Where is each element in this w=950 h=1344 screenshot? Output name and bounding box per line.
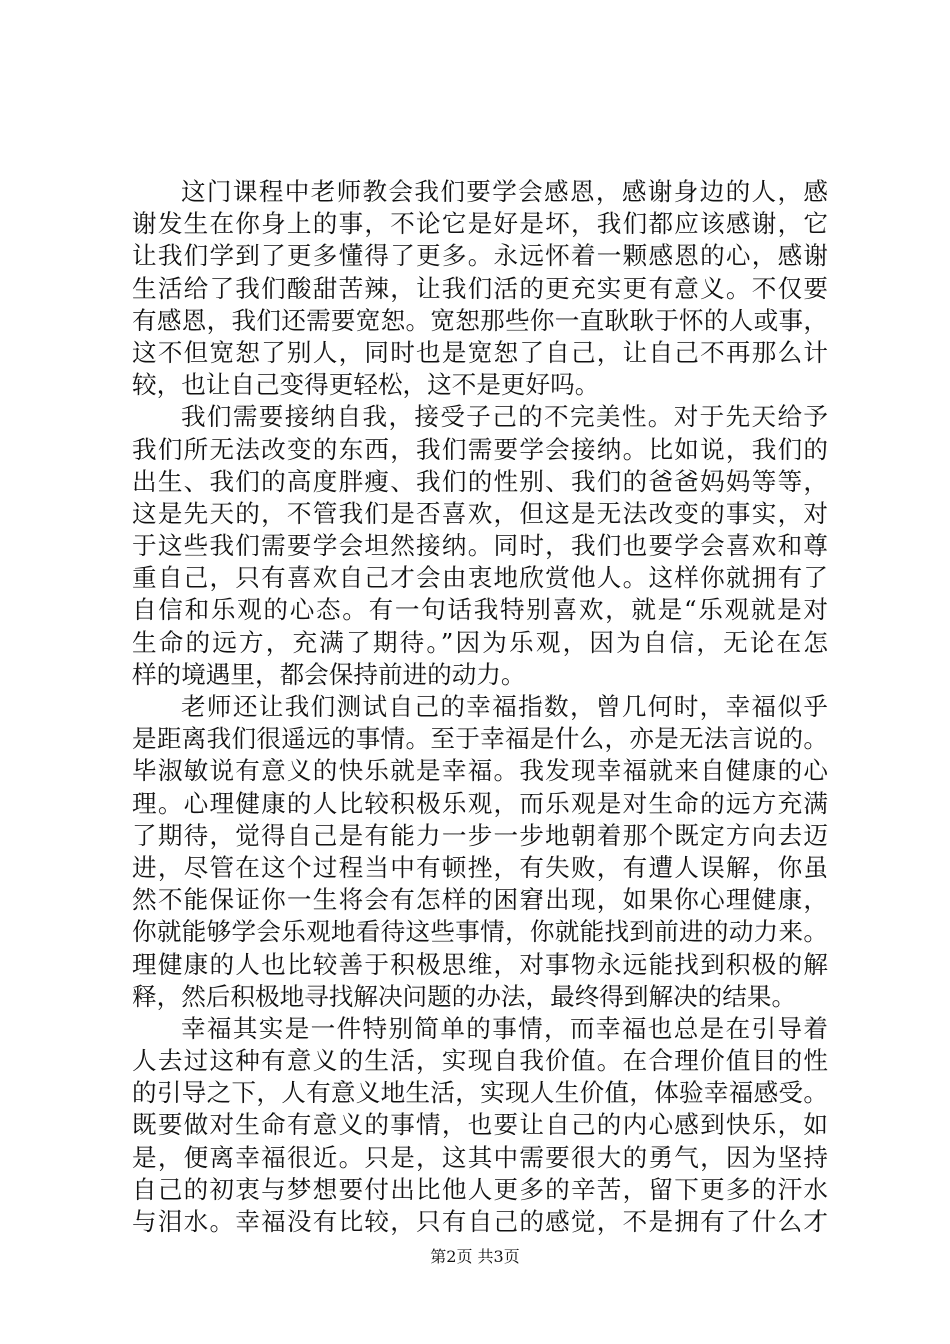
text-line: 谢发生在你身上的事，不论它是好是坏，我们都应该感谢，它 [132,209,828,239]
page-footer: 第2页 共3页 [430,1247,520,1266]
text-line: 毕淑敏说有意义的快乐就是幸福。我发现幸福就来自健康的心 [132,756,828,786]
text-line: 然不能保证你一生将会有怎样的困窘出现，如果你心理健康， [132,885,828,915]
text-line: 释，然后积极地寻找解决问题的办法，最终得到解决的结果。 [132,981,797,1011]
text-line: 较，也让自己变得更轻松，这不是更好吗。 [132,370,600,400]
text-line: 重自己，只有喜欢自己才会由衷地欣赏他人。这样你就拥有了 [132,563,828,593]
text-line: 生活给了我们酸甜苦辣，让我们活的更充实更有意义。不仅要 [132,273,828,303]
body-text [132,176,828,1238]
text-line: 你就能够学会乐观地看待这些事情，你就能找到前进的动力来。 [132,917,828,947]
text-line: 理。心理健康的人比较积极乐观，而乐观是对生命的远方充满 [132,788,828,818]
text-line: 这是先天的，不管我们是否喜欢，但这是无法改变的事实，对 [132,498,828,528]
paragraph [132,176,828,401]
text-line: 老师还让我们测试自己的幸福指数，曾几何时，幸福似乎 [181,692,828,721]
paragraph [132,691,828,1013]
text-line: 的引导之下，人有意义地生活，实现人生价值，体验幸福感受。 [132,1078,828,1108]
text-line: 于这些我们需要学会坦然接纳。同时，我们也要学会喜欢和尊 [132,531,828,561]
text-line: 自信和乐观的心态。有一句话我特别喜欢，就是“乐观就是对 [132,595,828,625]
text-line: 进，尽管在这个过程当中有顿挫，有失败，有遭人误解，你虽 [132,852,828,882]
text-line: 我们所无法改变的东西，我们需要学会接纳。比如说，我们的 [132,434,828,464]
text-line: 自己的初衷与梦想要付出比他人更多的辛苦，留下更多的汗水 [132,1174,828,1204]
text-line: 幸福其实是一件特别简单的事情，而幸福也总是在引导着 [181,1013,828,1043]
text-line: 生命的远方，充满了期待。”因为乐观，因为自信，无论在怎 [132,627,828,657]
text-line: 既要做对生命有意义的事情，也要让自己的内心感到快乐，如 [132,1110,828,1140]
text-line: 我们需要接纳自我，接受子己的不完美性。对于先天给予 [181,402,828,432]
text-line: 这门课程中老师教会我们要学会感恩，感谢身边的人，感 [181,177,828,206]
text-line: 出生、我们的高度胖瘦、我们的性别、我们的爸爸妈妈等等， [132,466,828,496]
text-line: 人去过这种有意义的生活，实现自我价值。在合理价值目的性 [132,1046,828,1076]
text-line: 有感恩，我们还需要宽恕。宽恕那些你一直耿耿于怀的人或事， [132,305,828,335]
text-line: 是距离我们很遥远的事情。至于幸福是什么，亦是无法言说的。 [132,724,828,754]
text-line: 让我们学到了更多懂得了更多。永远怀着一颗感恩的心，感谢 [132,241,828,271]
text-line: 与泪水。幸福没有比较，只有自己的感觉，不是拥有了什么才 [132,1207,828,1236]
paragraph [132,1013,828,1238]
text-line: 是，便离幸福很近。只是，这其中需要很大的勇气，因为坚持 [132,1142,828,1172]
text-line: 这不但宽恕了别人，同时也是宽恕了自己，让自己不再那么计 [132,337,828,367]
text-line: 理健康的人也比较善于积极思维，对事物永远能找到积极的解 [132,949,828,979]
text-line: 样的境遇里，都会保持前进的动力。 [132,659,526,689]
text-line: 了期待，觉得自己是有能力一步一步地朝着那个既定方向去迈 [132,820,828,850]
paragraph [132,401,828,691]
